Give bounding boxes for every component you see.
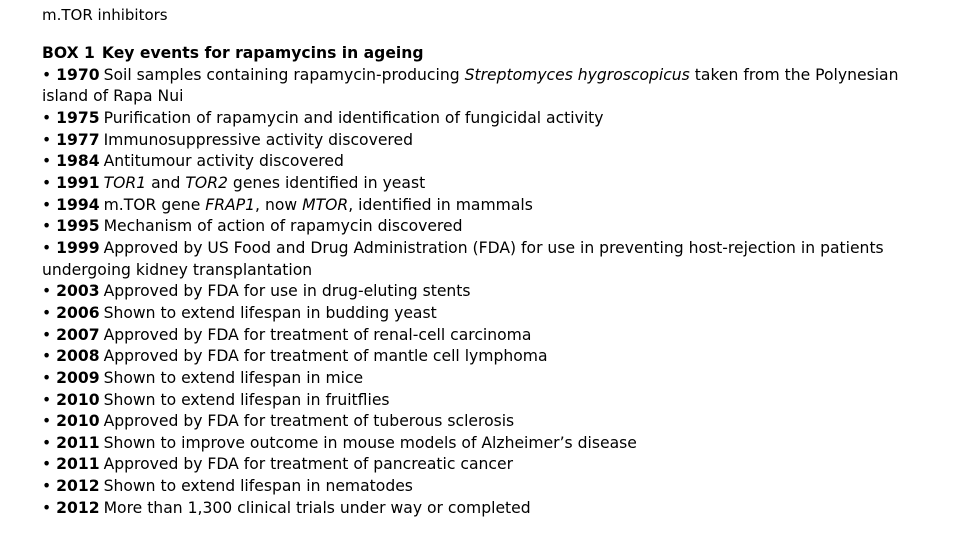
event-item: [42, 281, 922, 303]
event-text: genes identified in yeast: [227, 173, 426, 192]
bullet: •: [42, 108, 52, 127]
box-title: Key events for rapamycins in ageing: [101, 44, 424, 62]
event-year: 2010: [56, 412, 100, 431]
event-text: Shown to extend lifespan in mice: [103, 368, 364, 387]
box-heading: [42, 43, 922, 65]
bullet: •: [42, 173, 52, 192]
event-year: 2011: [56, 433, 100, 452]
event-text: Mechanism of action of rapamycin discovered: [103, 217, 463, 236]
event-year: 2007: [56, 325, 100, 344]
bullet: •: [42, 390, 52, 409]
event-year: 2006: [56, 303, 100, 322]
event-item: [42, 498, 922, 520]
event-item: [42, 476, 922, 498]
event-text: m.TOR gene: [103, 195, 206, 214]
bullet: •: [42, 477, 52, 496]
event-year: 2012: [56, 477, 100, 496]
bullet: •: [42, 455, 52, 474]
bullet: •: [42, 325, 52, 344]
event-year: 2003: [56, 282, 100, 301]
event-text: Approved by FDA for treatment of mantle cell lymphoma: [103, 347, 548, 366]
bullet: •: [42, 282, 52, 301]
event-item: [42, 325, 922, 347]
bullet: •: [42, 303, 52, 322]
event-year: 1984: [56, 152, 100, 171]
event-year: 2008: [56, 347, 100, 366]
event-text: Purification of rapamycin and identification of fungicidal activity: [103, 108, 604, 127]
event-year: 1977: [56, 130, 100, 149]
event-text: , identified in mammals: [348, 195, 533, 214]
event-item: [42, 195, 922, 217]
event-year: 2010: [56, 390, 100, 409]
bullet: •: [42, 368, 52, 387]
event-text: Approved by FDA for treatment of renal-cell carcinoma: [103, 325, 532, 344]
event-text: Shown to extend lifespan in nematodes: [103, 477, 413, 496]
event-year: 1994: [56, 195, 100, 214]
event-text: , now: [255, 195, 303, 214]
event-text: Approved by FDA for treatment of pancreatic cancer: [103, 455, 514, 474]
event-text: and: [146, 173, 186, 192]
event-text: Immunosuppressive activity discovered: [103, 130, 413, 149]
event-item: [42, 346, 922, 368]
event-text: taken from the Polynesian island of Rapa Nui: [42, 65, 899, 106]
event-item: [42, 65, 922, 108]
event-item: [42, 303, 922, 325]
event-list: [42, 65, 922, 520]
event-text: Shown to extend lifespan in budding yeast: [103, 303, 437, 322]
event-item: [42, 130, 922, 152]
bullet: •: [42, 347, 52, 366]
event-text-italic: FRAP1: [205, 195, 256, 214]
key-events-box: [42, 43, 922, 519]
event-year: 1991: [56, 173, 100, 192]
bullet: •: [42, 238, 52, 257]
page-title: m.TOR inhibitors: [42, 6, 168, 24]
bullet: •: [42, 130, 52, 149]
event-item: [42, 433, 922, 455]
event-item: [42, 411, 922, 433]
event-text: Antitumour activity discovered: [103, 152, 344, 171]
event-year: 2009: [56, 368, 100, 387]
event-year: 1975: [56, 108, 100, 127]
event-year: 1995: [56, 217, 100, 236]
event-text-italic: TOR1: [103, 173, 147, 192]
box-label: BOX 1: [42, 44, 95, 62]
bullet: •: [42, 195, 52, 214]
event-item: [42, 238, 922, 281]
bullet: •: [42, 65, 52, 84]
event-item: [42, 151, 922, 173]
event-item: [42, 108, 922, 130]
event-item: [42, 390, 922, 412]
event-text: More than 1,300 clinical trials under way or completed: [103, 498, 531, 517]
bullet: •: [42, 412, 52, 431]
bullet: •: [42, 498, 52, 517]
event-text-italic: Streptomyces hygroscopicus: [464, 65, 690, 84]
event-item: [42, 173, 922, 195]
event-text-italic: MTOR: [302, 195, 349, 214]
event-text: Shown to improve outcome in mouse models of Alzheimer’s disease: [103, 433, 637, 452]
event-item: [42, 454, 922, 476]
event-text: Shown to extend lifespan in fruitflies: [103, 390, 390, 409]
event-year: 1970: [56, 65, 100, 84]
event-text: Approved by FDA for use in drug-eluting stents: [103, 282, 471, 301]
event-item: [42, 368, 922, 390]
bullet: •: [42, 152, 52, 171]
event-text-italic: TOR2: [185, 173, 228, 192]
event-text: Approved by FDA for treatment of tuberous sclerosis: [103, 412, 515, 431]
event-year: 1999: [56, 238, 100, 257]
event-text: Soil samples containing rapamycin-producing: [103, 65, 465, 84]
bullet: •: [42, 217, 52, 236]
event-text: Approved by US Food and Drug Administration (FDA) for use in preventing host-rejection in patients undergoing kidney transplantation: [42, 238, 884, 279]
event-item: [42, 216, 922, 238]
event-year: 2011: [56, 455, 100, 474]
bullet: •: [42, 433, 52, 452]
event-year: 2012: [56, 498, 100, 517]
